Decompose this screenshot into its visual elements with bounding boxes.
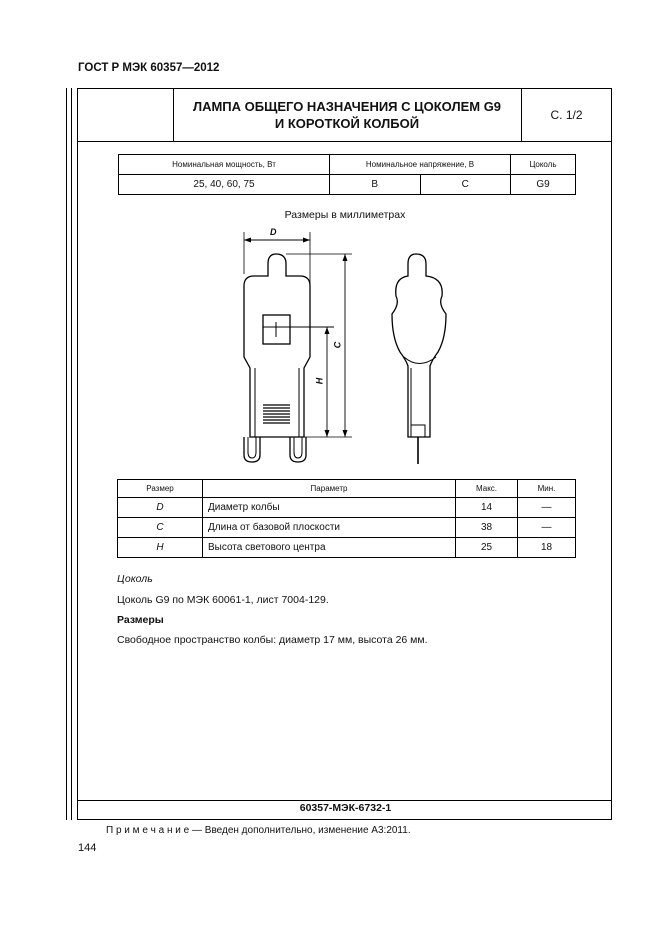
standard-number: ГОСТ Р МЭК 60357—2012 xyxy=(78,62,220,74)
ratings-header-power: Номинальная мощность, Вт xyxy=(119,155,330,175)
drawing-caption: Размеры в миллиметрах xyxy=(284,209,406,221)
dims-header-max: Макс. xyxy=(456,480,518,498)
page-number: 144 xyxy=(78,842,97,854)
base-heading: Цоколь xyxy=(117,573,153,585)
dimensions-table xyxy=(117,479,576,558)
ratings-voltage-b: В xyxy=(330,175,421,195)
table-row: D Диаметр колбы 14 — xyxy=(118,498,576,518)
ratings-header-voltage: Номинальное напряжение, В xyxy=(330,155,511,175)
lamp-front-outline xyxy=(244,254,310,437)
ratings-power: 25, 40, 60, 75 xyxy=(119,175,330,195)
amendment-note: П р и м е ч а н и е — Введен дополнительно, изменение А3:2011. xyxy=(106,825,411,836)
dims-heading: Размеры xyxy=(117,614,164,626)
dims-text: Свободное пространство колбы: диаметр 17 мм, высота 26 мм. xyxy=(117,634,428,646)
dims-header-min: Мин. xyxy=(518,480,576,498)
base-text: Цоколь G9 по МЭК 60061-1, лист 7004-129. xyxy=(117,594,329,606)
lamp-side-outline xyxy=(392,254,446,437)
sheet-title-line1: ЛАМПА ОБЩЕГО НАЗНАЧЕНИЯ С ЦОКОЛЕМ G9 xyxy=(192,98,502,114)
sheet-code: 60357-МЭК-6732-1 xyxy=(299,802,392,814)
footer-divider xyxy=(77,800,612,801)
table-row: C Длина от базовой плоскости 38 — xyxy=(118,518,576,538)
dims-header-param: Параметр xyxy=(203,480,456,498)
dims-header-size: Размер xyxy=(118,480,203,498)
ratings-base: G9 xyxy=(511,175,576,195)
dim-label-c: C xyxy=(332,341,343,349)
table-row: H Высота светового центра 25 18 xyxy=(118,538,576,558)
ratings-header-base: Цоколь xyxy=(511,155,576,175)
sheet-title-line2: И КОРОТКОЙ КОЛБОЙ xyxy=(274,115,420,131)
dim-label-d: D xyxy=(270,227,277,237)
pinch-hatching xyxy=(263,405,290,423)
sheet-page: С. 1/2 xyxy=(550,107,583,122)
dim-label-h: H xyxy=(314,377,325,385)
ratings-voltage-c: С xyxy=(420,175,511,195)
